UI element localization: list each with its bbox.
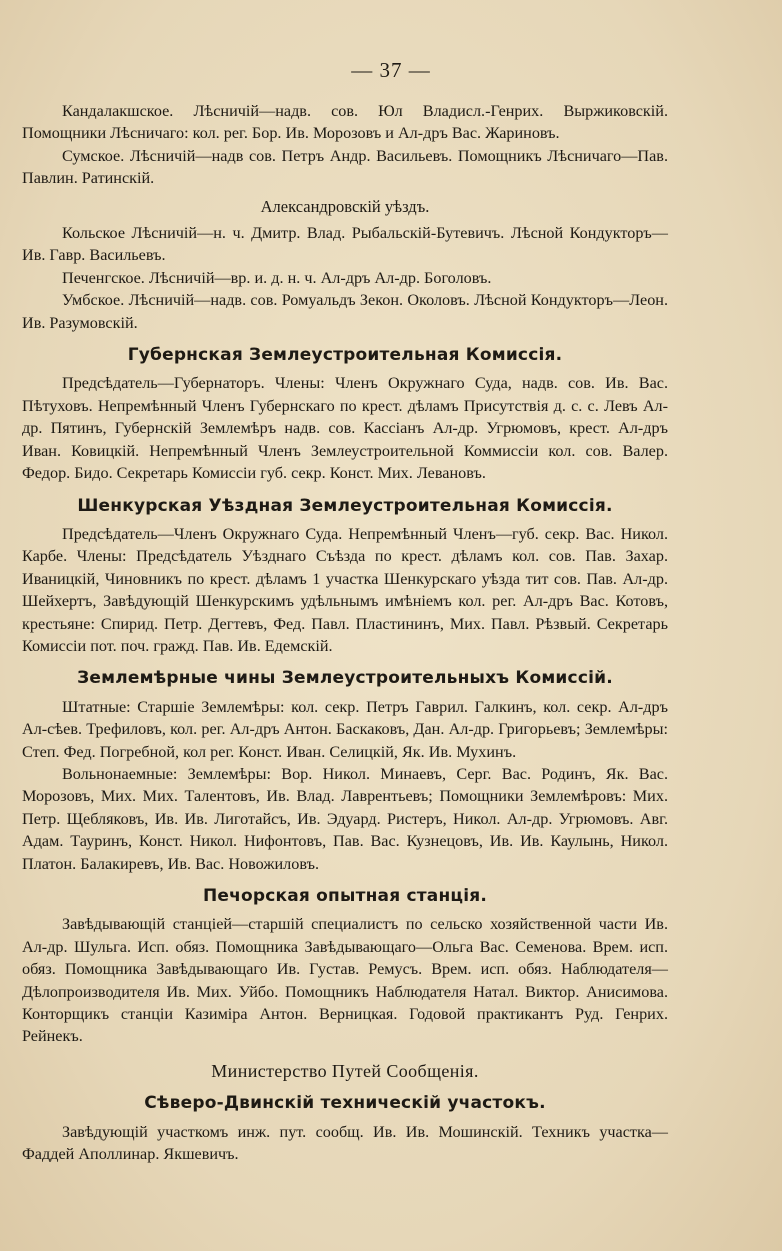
paragraph: Кандалакшское. Лѣсничій—надв. сов. Юл Владисл.-Генрих. Выржиковскій. Помощники Лѣсничаго: кол. рег. Бор. Ив. Морозовъ и Ал-дръ Вас. Жариновъ.	[22, 102, 668, 143]
paragraph: Сумское. Лѣсничій—надв сов. Петръ Андр. Васильевъ. Помощникъ Лѣсничаго—Пав. Павлин. Ратинскій.	[22, 146, 668, 188]
paragraph: Вольнонаемные: Землемѣры: Вор. Никол. Минаевъ, Серг. Вас. Родинъ, Як. Вас. Морозовъ, Мих. Мих. Талентовъ, Ив. Влад. Лаврентьевъ; Помощники Землемѣровъ: Мих. Петр. Щебляковъ, Ив. Ив. Лиготайсъ, Ив. Эдуард. Ристеръ, Никол. Ал-др. Угрюмовъ. Авг. Адам. Тауринъ, Конст. Никол. Нифонтовъ, Пав. Вас. Кузнецовъ, Ив. Ив. Каулынь, Никол. Платон. Балакиревъ, Ив. Вас. Новожиловъ.	[22, 764, 668, 873]
section-heading: Шенкурская Уѣздная Землеустроительная Комиссія.	[77, 495, 613, 516]
paragraph: Печенгское. Лѣсничій—вр. и. д. н. ч. Ал-дръ Ал-др. Боголовъ.	[62, 268, 492, 287]
district-subheading: Александровскій уѣздъ.	[260, 196, 430, 216]
ministry-heading: Министерство Путей Сообщенія.	[211, 1060, 479, 1081]
section-heading: Губернская Землеустроительная Комиссія.	[127, 345, 563, 366]
paragraph: Предсѣдатель—Членъ Окружнаго Суда. Непремѣнный Членъ—губ. секр. Вас. Никол. Карбе. Члены: Предсѣдатель Уѣзднаго Съѣзда по крест. дѣламъ кол. сов. Пав. Захар. Иваницкій, Чиновникъ по крест. дѣламъ 1 участка Шенкурскаго уѣзда тит сов. Пав. Ал-др. Шейхертъ, Завѣдующій Шенкурскимъ удѣльнымъ имѣніемъ кол. рег. Ал-дръ Вас. Котовъ, крестьяне: Спирид. Петр. Дегтевъ, Фед. Павл. Пластининъ, Мих. Павл. Рѣзвый. Секретарь Комиссіи пот. поч. гражд. Пав. Ив. Едемскій.	[22, 524, 668, 655]
document-body	[22, 100, 668, 1165]
paragraph: Кольское Лѣсничій—н. ч. Дмитр. Влад. Рыбальскій-Бутевичъ. Лѣсной Кондукторъ—Ив. Гавр. Васильевъ.	[22, 224, 668, 265]
section-heading: Землемѣрные чины Землеустроительныхъ Комиссій.	[77, 668, 613, 689]
page-number: — 37 —	[351, 58, 431, 82]
paragraph: Штатные: Старшіе Землемѣры: кол. секр. Петръ Гаврил. Галкинъ, кол. секр. Ал-дръ Ал-сѣев. Трефиловъ, кол. рег. Ал-дръ Антон. Баскаковъ, Дан. Ал-др. Григорьевъ; Землемѣры: Степ. Фед. Погребной, кол рег. Конст. Иван. Селицкій, Як. Ив. Мухинъ.	[22, 697, 668, 761]
section-heading: Сѣверо-Двинскій техническій участокъ.	[144, 1093, 546, 1114]
paragraph: Предсѣдатель—Губернаторъ. Члены: Членъ Окружнаго Суда, надв. сов. Ив. Вас. Пѣтуховъ. Непремѣнный Членъ Губернскаго по крест. дѣламъ Присутствія д. с. с. Левъ Ал-др. Пятинъ, Губернскій Землемѣръ надв. сов. Кассіанъ Ал-др. Угрюмовъ, крест. Ал-дръ Иван. Ковицкій. Непремѣнный Членъ Землеустроительной Коммиссіи кол. сов. Валер. Федор. Бидо. Секретарь Комиссіи губ. секр. Конст. Мих. Левановъ.	[22, 374, 668, 483]
section-heading: Печорская опытная станція.	[202, 886, 488, 906]
paragraph: Завѣдывающій станціей—старшій специалистъ по сельско хозяйственной части Ив. Ал-др. Шульга. Исп. обяз. Помощника Завѣдывающаго—Ольга Вас. Семенова. Врем. исп. обяз. Помощника Завѣдывающаго Ив. Густав. Ремусъ. Врем. исп. обяз. Наблюдателя—Дѣлопроизводителя Ив. Мих. Уйбо. Помощникъ Наблюдателя Натал. Виктор. Анисимова. Конторщикъ станціи Казиміра Антон. Верницкая. Годовой практикантъ Руд. Генрих. Рейнекъ.	[22, 915, 668, 1046]
paragraph: Завѣдующій участкомъ инж. пут. сообщ. Ив. Ив. Мошинскій. Техникъ участка—Фаддей Аполлинар. Якшевичъ.	[22, 1122, 668, 1164]
paragraph: Умбское. Лѣсничій—надв. сов. Ромуальдъ Зекон. Околовъ. Лѣсной Кондукторъ—Леон. Ив. Разумовскій.	[22, 291, 668, 332]
